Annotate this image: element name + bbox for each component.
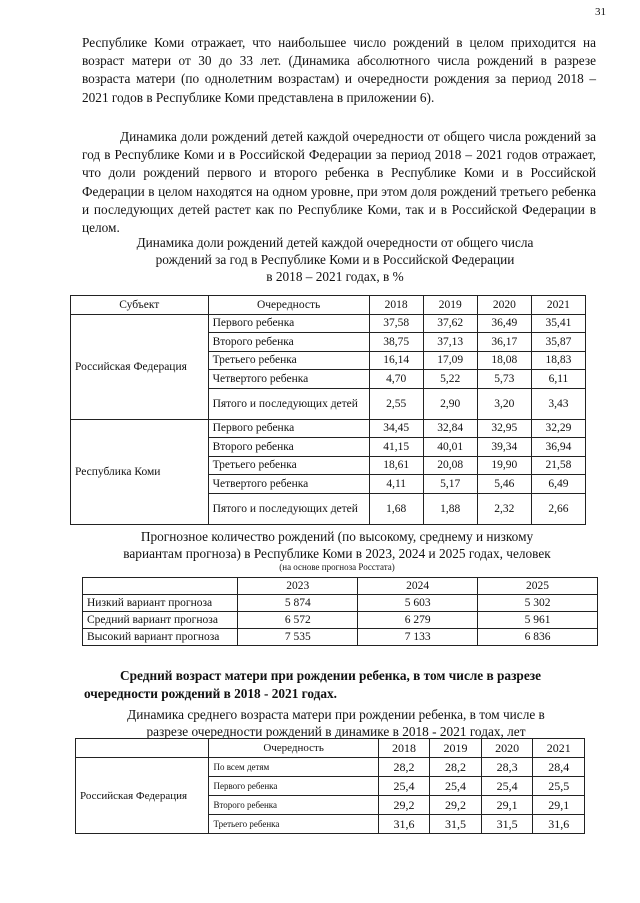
value-cell: 18,08 bbox=[477, 351, 531, 370]
table1-caption-line: в 2018 – 2021 годах, в % bbox=[266, 269, 404, 284]
value-cell: 6,11 bbox=[531, 370, 585, 389]
table-header-row bbox=[76, 739, 585, 758]
value-cell: 6 279 bbox=[358, 612, 478, 629]
order-cell: Четвертого ребенка bbox=[208, 370, 369, 389]
order-cell: Второго ребенка bbox=[208, 438, 369, 457]
column-header: 2019 bbox=[430, 739, 482, 758]
value-cell: 31,5 bbox=[481, 815, 533, 834]
value-cell: 38,75 bbox=[369, 333, 423, 352]
table1-caption-line: рождений за год в Республике Коми и в Российской Федерации bbox=[155, 252, 515, 267]
order-cell: По всем детям bbox=[209, 758, 378, 777]
column-header: Субъект bbox=[71, 296, 209, 315]
paragraph-2: Динамика доли рождений детей каждой очередности от общего числа рождений за год в Республике Коми и в Российской Федерации за период 2018 – 2021 годов отражает, что доли рождений первого и второго ребенка в Республике Коми и в Российской Федерации в целом находятся на одном уровне, при этом доля рождений третьего ребенка и последующих детей растет как по Республике Коми, так и в Российской Федерации в целом. bbox=[82, 129, 596, 236]
order-cell: Второго ребенка bbox=[208, 333, 369, 352]
order-cell: Пятого и последующих детей bbox=[208, 388, 369, 419]
column-header: 2019 bbox=[423, 296, 477, 315]
value-cell: 37,62 bbox=[423, 314, 477, 333]
value-cell: 3,43 bbox=[531, 388, 585, 419]
table-row bbox=[71, 314, 586, 333]
value-cell: 6 572 bbox=[238, 612, 358, 629]
table-header-row bbox=[83, 578, 598, 595]
column-header: Очередность bbox=[208, 296, 369, 315]
table1-caption bbox=[100, 234, 570, 285]
value-cell: 5 603 bbox=[358, 595, 478, 612]
subject-cell: Республика Коми bbox=[71, 419, 209, 524]
value-cell: 4,70 bbox=[369, 370, 423, 389]
value-cell: 32,95 bbox=[477, 419, 531, 438]
table-row bbox=[71, 419, 586, 438]
section-heading: Средний возраст матери при рождении ребенка, в том числе в разрезе очередности рождений в 2018 - 2021 годах. bbox=[84, 668, 541, 701]
value-cell: 35,41 bbox=[531, 314, 585, 333]
value-cell: 31,6 bbox=[378, 815, 430, 834]
value-cell: 5 874 bbox=[238, 595, 358, 612]
mother-age-table bbox=[75, 738, 585, 834]
value-cell: 25,4 bbox=[430, 777, 482, 796]
value-cell: 6,49 bbox=[531, 475, 585, 494]
value-cell: 25,4 bbox=[481, 777, 533, 796]
table3-caption-line: Динамика среднего возраста матери при рождении ребенка, в том числе в bbox=[127, 707, 545, 722]
value-cell: 2,90 bbox=[423, 388, 477, 419]
order-cell: Третьего ребенка bbox=[208, 456, 369, 475]
value-cell: 3,20 bbox=[477, 388, 531, 419]
value-cell: 32,84 bbox=[423, 419, 477, 438]
order-cell: Третьего ребенка bbox=[208, 351, 369, 370]
value-cell: 29,2 bbox=[378, 796, 430, 815]
order-cell: Третьего ребенка bbox=[209, 815, 378, 834]
value-cell: 39,34 bbox=[477, 438, 531, 457]
table2-caption-line: вариантам прогноза) в Республике Коми в 2023, 2024 и 2025 годах, человек bbox=[123, 546, 551, 561]
table2-source-note: (на основе прогноза Росстата) bbox=[279, 562, 395, 572]
value-cell: 31,6 bbox=[533, 815, 585, 834]
value-cell: 28,2 bbox=[378, 758, 430, 777]
value-cell: 2,32 bbox=[477, 493, 531, 524]
table-row bbox=[83, 612, 598, 629]
value-cell: 19,90 bbox=[477, 456, 531, 475]
value-cell: 17,09 bbox=[423, 351, 477, 370]
value-cell: 21,58 bbox=[531, 456, 585, 475]
order-cell: Пятого и последующих детей bbox=[208, 493, 369, 524]
forecast-label: Высокий вариант прогноза bbox=[83, 629, 238, 646]
value-cell: 25,4 bbox=[378, 777, 430, 796]
value-cell: 5 302 bbox=[478, 595, 598, 612]
table2-caption bbox=[92, 528, 582, 562]
table1-caption-line: Динамика доли рождений детей каждой очередности от общего числа bbox=[136, 235, 534, 250]
column-header: 2020 bbox=[481, 739, 533, 758]
birth-order-share-table bbox=[70, 295, 586, 525]
value-cell: 41,15 bbox=[369, 438, 423, 457]
subject-cell: Российская Федерация bbox=[76, 758, 209, 834]
value-cell: 5 961 bbox=[478, 612, 598, 629]
column-header: 2020 bbox=[477, 296, 531, 315]
column-header: 2021 bbox=[531, 296, 585, 315]
value-cell: 36,17 bbox=[477, 333, 531, 352]
order-cell: Второго ребенка bbox=[209, 796, 378, 815]
value-cell: 18,83 bbox=[531, 351, 585, 370]
value-cell: 2,66 bbox=[531, 493, 585, 524]
value-cell: 4,11 bbox=[369, 475, 423, 494]
value-cell: 34,45 bbox=[369, 419, 423, 438]
order-cell: Первого ребенка bbox=[208, 314, 369, 333]
value-cell: 28,2 bbox=[430, 758, 482, 777]
table-row bbox=[83, 629, 598, 646]
value-cell: 28,3 bbox=[481, 758, 533, 777]
column-header bbox=[83, 578, 238, 595]
column-header: 2018 bbox=[378, 739, 430, 758]
value-cell: 37,58 bbox=[369, 314, 423, 333]
value-cell: 18,61 bbox=[369, 456, 423, 475]
value-cell: 2,55 bbox=[369, 388, 423, 419]
value-cell: 29,1 bbox=[533, 796, 585, 815]
value-cell: 31,5 bbox=[430, 815, 482, 834]
value-cell: 25,5 bbox=[533, 777, 585, 796]
value-cell: 20,08 bbox=[423, 456, 477, 475]
value-cell: 1,88 bbox=[423, 493, 477, 524]
value-cell: 40,01 bbox=[423, 438, 477, 457]
value-cell: 5,17 bbox=[423, 475, 477, 494]
order-cell: Первого ребенка bbox=[208, 419, 369, 438]
value-cell: 5,46 bbox=[477, 475, 531, 494]
value-cell: 6 836 bbox=[478, 629, 598, 646]
table-row bbox=[76, 758, 585, 777]
value-cell: 7 133 bbox=[358, 629, 478, 646]
table3-caption-line: разрезе очередности рождений в динамике в 2018 - 2021 годах, лет bbox=[146, 724, 526, 739]
column-header bbox=[76, 739, 209, 758]
value-cell: 28,4 bbox=[533, 758, 585, 777]
subject-cell: Российская Федерация bbox=[71, 314, 209, 419]
column-header: 2025 bbox=[478, 578, 598, 595]
table2-caption-line: Прогнозное количество рождений (по высокому, среднему и низкому bbox=[140, 529, 534, 544]
value-cell: 1,68 bbox=[369, 493, 423, 524]
column-header: 2018 bbox=[369, 296, 423, 315]
column-header: 2021 bbox=[533, 739, 585, 758]
value-cell: 7 535 bbox=[238, 629, 358, 646]
value-cell: 32,29 bbox=[531, 419, 585, 438]
paragraph-1: Республике Коми отражает, что наибольшее число рождений в целом приходится на возраст матери от 30 до 33 лет. (Динамика абсолютного числа рождений в разрезе возраста матери (по однолетним возрастам) и очередности рождения за период 2018 – 2021 годов в Республике Коми представлена в приложении 6). bbox=[82, 35, 596, 105]
column-header: Очередность bbox=[209, 739, 378, 758]
value-cell: 5,73 bbox=[477, 370, 531, 389]
column-header: 2023 bbox=[238, 578, 358, 595]
value-cell: 29,2 bbox=[430, 796, 482, 815]
table-header-row bbox=[71, 296, 586, 315]
table3-caption bbox=[86, 706, 586, 740]
column-header: 2024 bbox=[358, 578, 478, 595]
value-cell: 29,1 bbox=[481, 796, 533, 815]
value-cell: 36,49 bbox=[477, 314, 531, 333]
value-cell: 16,14 bbox=[369, 351, 423, 370]
page-number: 31 bbox=[595, 6, 606, 18]
table-row bbox=[83, 595, 598, 612]
forecast-label: Низкий вариант прогноза bbox=[83, 595, 238, 612]
birth-forecast-table bbox=[82, 577, 598, 646]
value-cell: 35,87 bbox=[531, 333, 585, 352]
value-cell: 37,13 bbox=[423, 333, 477, 352]
order-cell: Четвертого ребенка bbox=[208, 475, 369, 494]
order-cell: Первого ребенка bbox=[209, 777, 378, 796]
value-cell: 36,94 bbox=[531, 438, 585, 457]
forecast-label: Средний вариант прогноза bbox=[83, 612, 238, 629]
value-cell: 5,22 bbox=[423, 370, 477, 389]
